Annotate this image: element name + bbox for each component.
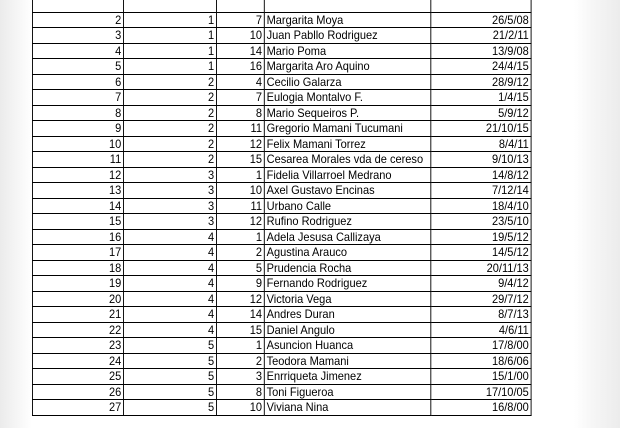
position-cell: 2	[216, 245, 264, 261]
person-name-cell: Mario Sequeiros P.	[264, 105, 431, 121]
table-row	[32, 229, 531, 245]
person-name-cell	[264, 0, 431, 12]
person-name-cell: Adela Jesusa Callizaya	[264, 229, 431, 245]
position-cell: 1	[216, 338, 264, 354]
person-name-cell: Cecilio Galarza	[264, 74, 431, 90]
position-cell: 14	[216, 43, 264, 59]
table-row	[32, 307, 531, 323]
position-cell: 12	[216, 214, 264, 230]
position-cell: 9	[216, 276, 264, 292]
table-row	[32, 121, 531, 137]
row-number-cell: 27	[32, 400, 123, 416]
table-row	[32, 136, 531, 152]
row-number-cell	[32, 0, 123, 12]
person-name-cell: Rufino Rodriguez	[264, 214, 431, 230]
date-cell: 9/10/13	[431, 152, 531, 168]
table-row	[32, 152, 531, 168]
person-name-cell: Fernando Rodriguez	[264, 276, 431, 292]
position-cell: 15	[216, 152, 264, 168]
roster-table-body	[32, 0, 531, 415]
row-number-cell: 20	[32, 291, 123, 307]
row-number-cell: 18	[32, 260, 123, 276]
person-name-cell: Axel Gustavo Encinas	[264, 183, 431, 199]
group-cell: 4	[124, 260, 217, 276]
date-cell	[431, 0, 531, 12]
person-name-cell: Daniel Angulo	[264, 322, 431, 338]
person-name-cell: Fidelia Villarroel Medrano	[264, 167, 431, 183]
group-cell: 5	[124, 338, 217, 354]
date-cell: 24/4/15	[431, 59, 531, 75]
position-cell: 14	[216, 307, 264, 323]
date-cell: 4/6/11	[431, 322, 531, 338]
date-cell: 28/9/12	[431, 74, 531, 90]
row-number-cell: 9	[32, 121, 123, 137]
row-number-cell: 12	[32, 167, 123, 183]
roster-table	[32, 0, 532, 416]
position-cell: 12	[216, 136, 264, 152]
date-cell: 13/9/08	[431, 43, 531, 59]
person-name-cell: Teodora Mamani	[264, 353, 431, 369]
position-cell: 10	[216, 28, 264, 44]
date-cell: 5/9/12	[431, 105, 531, 121]
person-name-cell: Juan Pabllo Rodriguez	[264, 28, 431, 44]
date-cell: 18/4/10	[431, 198, 531, 214]
group-cell: 2	[124, 90, 217, 106]
group-cell: 1	[124, 28, 217, 44]
row-number-cell: 25	[32, 369, 123, 385]
position-cell: 15	[216, 322, 264, 338]
position-cell	[216, 0, 264, 12]
date-cell: 9/4/12	[431, 276, 531, 292]
person-name-cell: Felix Mamani Torrez	[264, 136, 431, 152]
row-number-cell: 17	[32, 245, 123, 261]
position-cell: 10	[216, 183, 264, 199]
group-cell: 2	[124, 105, 217, 121]
table-row	[32, 43, 531, 59]
person-name-cell: Eulogia Montalvo F.	[264, 90, 431, 106]
group-cell	[124, 0, 217, 12]
person-name-cell: Prudencia Rocha	[264, 260, 431, 276]
row-number-cell: 19	[32, 276, 123, 292]
date-cell: 21/2/11	[431, 28, 531, 44]
person-name-cell: Cesarea Morales vda de cereso	[264, 152, 431, 168]
position-cell: 8	[216, 105, 264, 121]
date-cell: 17/8/00	[431, 338, 531, 354]
group-cell: 5	[124, 353, 217, 369]
group-cell: 3	[124, 214, 217, 230]
row-number-cell: 2	[32, 12, 123, 28]
date-cell: 16/8/00	[431, 400, 531, 416]
position-cell: 5	[216, 260, 264, 276]
group-cell: 4	[124, 229, 217, 245]
row-number-cell: 7	[32, 90, 123, 106]
row-number-cell: 10	[32, 136, 123, 152]
date-cell: 19/5/12	[431, 229, 531, 245]
row-number-cell: 11	[32, 152, 123, 168]
right-page-shadow	[574, 0, 620, 428]
group-cell: 1	[124, 59, 217, 75]
group-cell: 4	[124, 245, 217, 261]
date-cell: 7/12/14	[431, 183, 531, 199]
row-number-cell: 22	[32, 322, 123, 338]
person-name-cell: Urbano Calle	[264, 198, 431, 214]
group-cell: 4	[124, 291, 217, 307]
group-cell: 1	[124, 43, 217, 59]
table-row	[32, 214, 531, 230]
group-cell: 4	[124, 307, 217, 323]
group-cell: 5	[124, 369, 217, 385]
row-number-cell: 16	[32, 229, 123, 245]
table-row	[32, 322, 531, 338]
position-cell: 4	[216, 74, 264, 90]
person-name-cell: Viviana Nina	[264, 400, 431, 416]
row-number-cell: 13	[32, 183, 123, 199]
position-cell: 7	[216, 90, 264, 106]
date-cell: 23/5/10	[431, 214, 531, 230]
position-cell: 1	[216, 229, 264, 245]
table-row	[32, 400, 531, 416]
table-row	[32, 369, 531, 385]
date-cell: 26/5/08	[431, 12, 531, 28]
table-row	[32, 353, 531, 369]
group-cell: 3	[124, 198, 217, 214]
table-row	[32, 183, 531, 199]
date-cell: 29/7/12	[431, 291, 531, 307]
table-row	[32, 198, 531, 214]
position-cell: 2	[216, 353, 264, 369]
position-cell: 1	[216, 167, 264, 183]
person-name-cell: Toni Figueroa	[264, 384, 431, 400]
group-cell: 5	[124, 400, 217, 416]
person-name-cell: Asuncion Huanca	[264, 338, 431, 354]
table-row	[32, 90, 531, 106]
group-cell: 2	[124, 74, 217, 90]
date-cell: 8/7/13	[431, 307, 531, 323]
person-name-cell: Margarita Moya	[264, 12, 431, 28]
table-row	[32, 245, 531, 261]
date-cell: 15/1/00	[431, 369, 531, 385]
group-cell: 4	[124, 276, 217, 292]
table-row	[32, 59, 531, 75]
date-cell: 1/4/15	[431, 90, 531, 106]
row-number-cell: 4	[32, 43, 123, 59]
row-number-cell: 24	[32, 353, 123, 369]
table-row	[32, 167, 531, 183]
date-cell: 21/10/15	[431, 121, 531, 137]
group-cell: 3	[124, 183, 217, 199]
date-cell: 14/5/12	[431, 245, 531, 261]
person-name-cell: Gregorio Mamani Tucumani	[264, 121, 431, 137]
date-cell: 17/10/05	[431, 384, 531, 400]
table-row	[32, 338, 531, 354]
group-cell: 3	[124, 167, 217, 183]
table-row	[32, 276, 531, 292]
person-name-cell: Margarita Aro Aquino	[264, 59, 431, 75]
person-name-cell: Enrriqueta Jimenez	[264, 369, 431, 385]
group-cell: 1	[124, 12, 217, 28]
person-name-cell: Mario Poma	[264, 43, 431, 59]
position-cell: 11	[216, 121, 264, 137]
row-number-cell: 3	[32, 28, 123, 44]
left-page-shadow	[0, 0, 32, 428]
table-row	[32, 12, 531, 28]
position-cell: 3	[216, 369, 264, 385]
date-cell: 14/8/12	[431, 167, 531, 183]
date-cell: 8/4/11	[431, 136, 531, 152]
group-cell: 2	[124, 136, 217, 152]
row-number-cell: 8	[32, 105, 123, 121]
table-row	[32, 260, 531, 276]
position-cell: 11	[216, 198, 264, 214]
table-row	[32, 0, 531, 12]
row-number-cell: 14	[32, 198, 123, 214]
table-row	[32, 74, 531, 90]
person-name-cell: Andres Duran	[264, 307, 431, 323]
group-cell: 4	[124, 322, 217, 338]
row-number-cell: 6	[32, 74, 123, 90]
table-row	[32, 291, 531, 307]
group-cell: 2	[124, 121, 217, 137]
person-name-cell: Victoria Vega	[264, 291, 431, 307]
row-number-cell: 15	[32, 214, 123, 230]
table-row	[32, 384, 531, 400]
table-row	[32, 28, 531, 44]
table-row	[32, 105, 531, 121]
date-cell: 18/6/06	[431, 353, 531, 369]
row-number-cell: 5	[32, 59, 123, 75]
position-cell: 16	[216, 59, 264, 75]
position-cell: 8	[216, 384, 264, 400]
group-cell: 5	[124, 384, 217, 400]
row-number-cell: 23	[32, 338, 123, 354]
row-number-cell: 21	[32, 307, 123, 323]
group-cell: 2	[124, 152, 217, 168]
position-cell: 12	[216, 291, 264, 307]
person-name-cell: Agustina Arauco	[264, 245, 431, 261]
row-number-cell: 26	[32, 384, 123, 400]
date-cell: 20/11/13	[431, 260, 531, 276]
position-cell: 10	[216, 400, 264, 416]
position-cell: 7	[216, 12, 264, 28]
